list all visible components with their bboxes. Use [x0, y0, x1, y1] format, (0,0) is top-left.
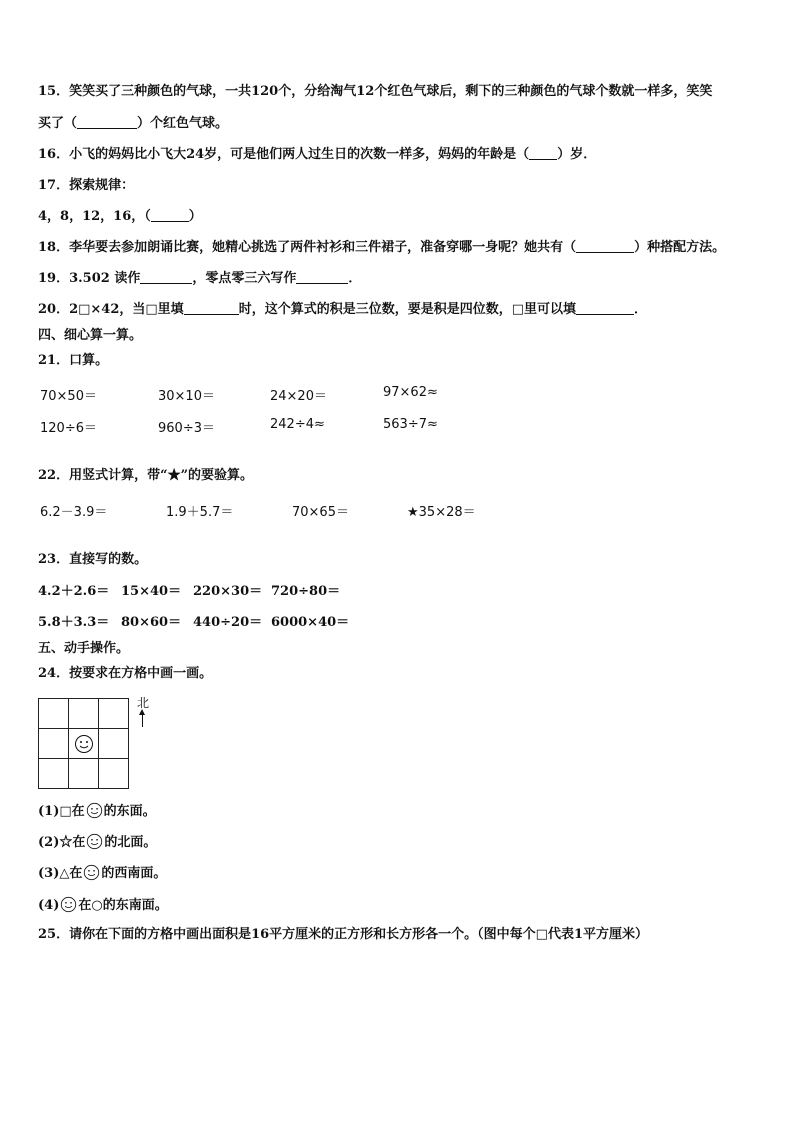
q23-calc: 220×30＝: [193, 584, 263, 599]
q23-calc: 720÷80＝: [271, 584, 341, 599]
q20-line: [38, 302, 647, 318]
q16-text-pre: 16．小飞的妈妈比小飞大24岁，可是他们两人过生日的次数一样多，妈妈的年龄是（: [38, 147, 530, 162]
smiley-face-icon: [60, 896, 77, 913]
q23-calc: 4.2＋2.6＝: [38, 584, 110, 599]
q15-text-post: ）个红色气球。: [137, 116, 229, 131]
smiley-face-icon: [83, 864, 100, 881]
q24-item-post: 的东面。: [103, 804, 156, 819]
q24-title: 24．按要求在方格中画一画。: [38, 666, 213, 681]
q19-line: [38, 271, 361, 287]
q24-item-pre: (1)□在: [38, 804, 85, 819]
grid-cell[interactable]: [39, 729, 69, 759]
q21-calc: 24×20＝: [270, 389, 327, 404]
q23-title: 23．直接写的数。: [38, 552, 148, 567]
q24-item-post: 的西南面。: [101, 866, 167, 881]
q24-item-4: [38, 896, 168, 914]
north-label: 北: [136, 696, 149, 710]
q19-text-pre: 19．3.502 读作: [38, 271, 141, 286]
q20-blank-1[interactable]: [184, 302, 239, 315]
q21-calc: 960÷3＝: [158, 421, 215, 436]
q17-sequence: [38, 209, 202, 225]
q21-calc: 563÷7≈: [383, 417, 438, 432]
q24-item-pre: (4): [38, 898, 60, 913]
smiley-face-icon: [86, 833, 103, 850]
q20-blank-2[interactable]: [576, 302, 634, 315]
q15-text-pre: 买了（: [38, 116, 78, 131]
section5-heading: 五、动手操作。: [38, 641, 130, 656]
section4-heading: 四、细心算一算。: [38, 328, 143, 343]
grid-cell[interactable]: [99, 729, 129, 759]
q24-item-2: [38, 833, 156, 851]
q22-calc: ★35×28＝: [407, 505, 476, 520]
smiley-face-icon: [86, 802, 103, 819]
q22-title: 22．用竖式计算，带“★”的要验算。: [38, 468, 254, 483]
grid-cell[interactable]: [99, 699, 129, 729]
q22-calc: 1.9＋5.7＝: [166, 505, 234, 520]
q19-text-mid: ，零点零三六写作: [192, 271, 297, 286]
q17-title: 17．探索规律：: [38, 178, 135, 193]
q18-text-post: ）种搭配方法。: [634, 240, 726, 255]
q16-text-post: ）岁．: [557, 147, 597, 162]
q20-text-mid: 时，这个算式的积是三位数，要是积是四位数，□里可以填: [238, 302, 576, 317]
q17-answer-blank[interactable]: [151, 209, 189, 222]
q23-calc: 6000×40＝: [271, 615, 350, 630]
q24-item-3: [38, 864, 166, 882]
direction-grid: [38, 698, 129, 789]
q16-line: [38, 147, 596, 163]
q24-item-post: 的北面。: [104, 835, 157, 850]
grid-cell[interactable]: [69, 699, 99, 729]
q16-answer-blank[interactable]: [529, 147, 557, 160]
q18-line: [38, 240, 725, 256]
smiley-face-icon: [74, 734, 94, 754]
q20-text-pre: 20．2□×42，当□里填: [38, 302, 184, 317]
q19-read-blank[interactable]: [140, 271, 192, 284]
q21-calc: 30×10＝: [158, 389, 215, 404]
q24-item-pre: (2)☆在: [38, 835, 86, 850]
q21-calc: 242÷4≈: [270, 417, 325, 432]
q23-calc: 440÷20＝: [193, 615, 263, 630]
q20-text-post: ．: [633, 302, 647, 317]
q19-write-blank[interactable]: [296, 271, 348, 284]
q24-item-pre: (3)△在: [38, 866, 83, 881]
q22-calc: 6.2－3.9＝: [40, 505, 108, 520]
q23-calc: 80×60＝: [121, 615, 182, 630]
q23-calc: 5.8＋3.3＝: [38, 615, 110, 630]
q21-calc: 70×50＝: [40, 389, 97, 404]
q21-calc: 120÷6＝: [40, 421, 97, 436]
q21-calc: 97×62≈: [383, 385, 438, 400]
q15-line2: [38, 116, 228, 132]
grid-cell[interactable]: [69, 759, 99, 789]
q17-seq-pre: 4，8，12，16，（: [38, 209, 151, 224]
grid-cell[interactable]: [39, 759, 69, 789]
grid-cell[interactable]: [39, 699, 69, 729]
q19-text-post: ．: [348, 271, 362, 286]
north-arrow-icon: [142, 711, 143, 727]
q24-item-1: [38, 802, 156, 820]
q18-answer-blank[interactable]: [576, 240, 634, 253]
q24-item-post: 在○的东南面。: [78, 898, 168, 913]
q17-seq-post: ）: [188, 209, 202, 224]
q25-text: 25．请你在下面的方格中画出面积是16平方厘米的正方形和长方形各一个。（图中每个□代表1平方厘米）: [38, 927, 649, 942]
q18-text-pre: 18．李华要去参加朗诵比赛，她精心挑选了两件衬衫和三件裙子，准备穿哪一身呢？她共有（: [38, 240, 577, 255]
q15-line1: 15．笑笑买了三种颜色的气球，一共120个，分给淘气12个红色气球后，剩下的三种颜色的气球个数就一样多，笑笑: [38, 84, 713, 99]
q23-calc: 15×40＝: [121, 584, 182, 599]
grid-cell[interactable]: [99, 759, 129, 789]
q15-answer-blank[interactable]: [77, 116, 137, 129]
grid-cell-center[interactable]: [69, 729, 99, 759]
q21-title: 21．口算。: [38, 353, 109, 368]
q22-calc: 70×65＝: [292, 505, 349, 520]
